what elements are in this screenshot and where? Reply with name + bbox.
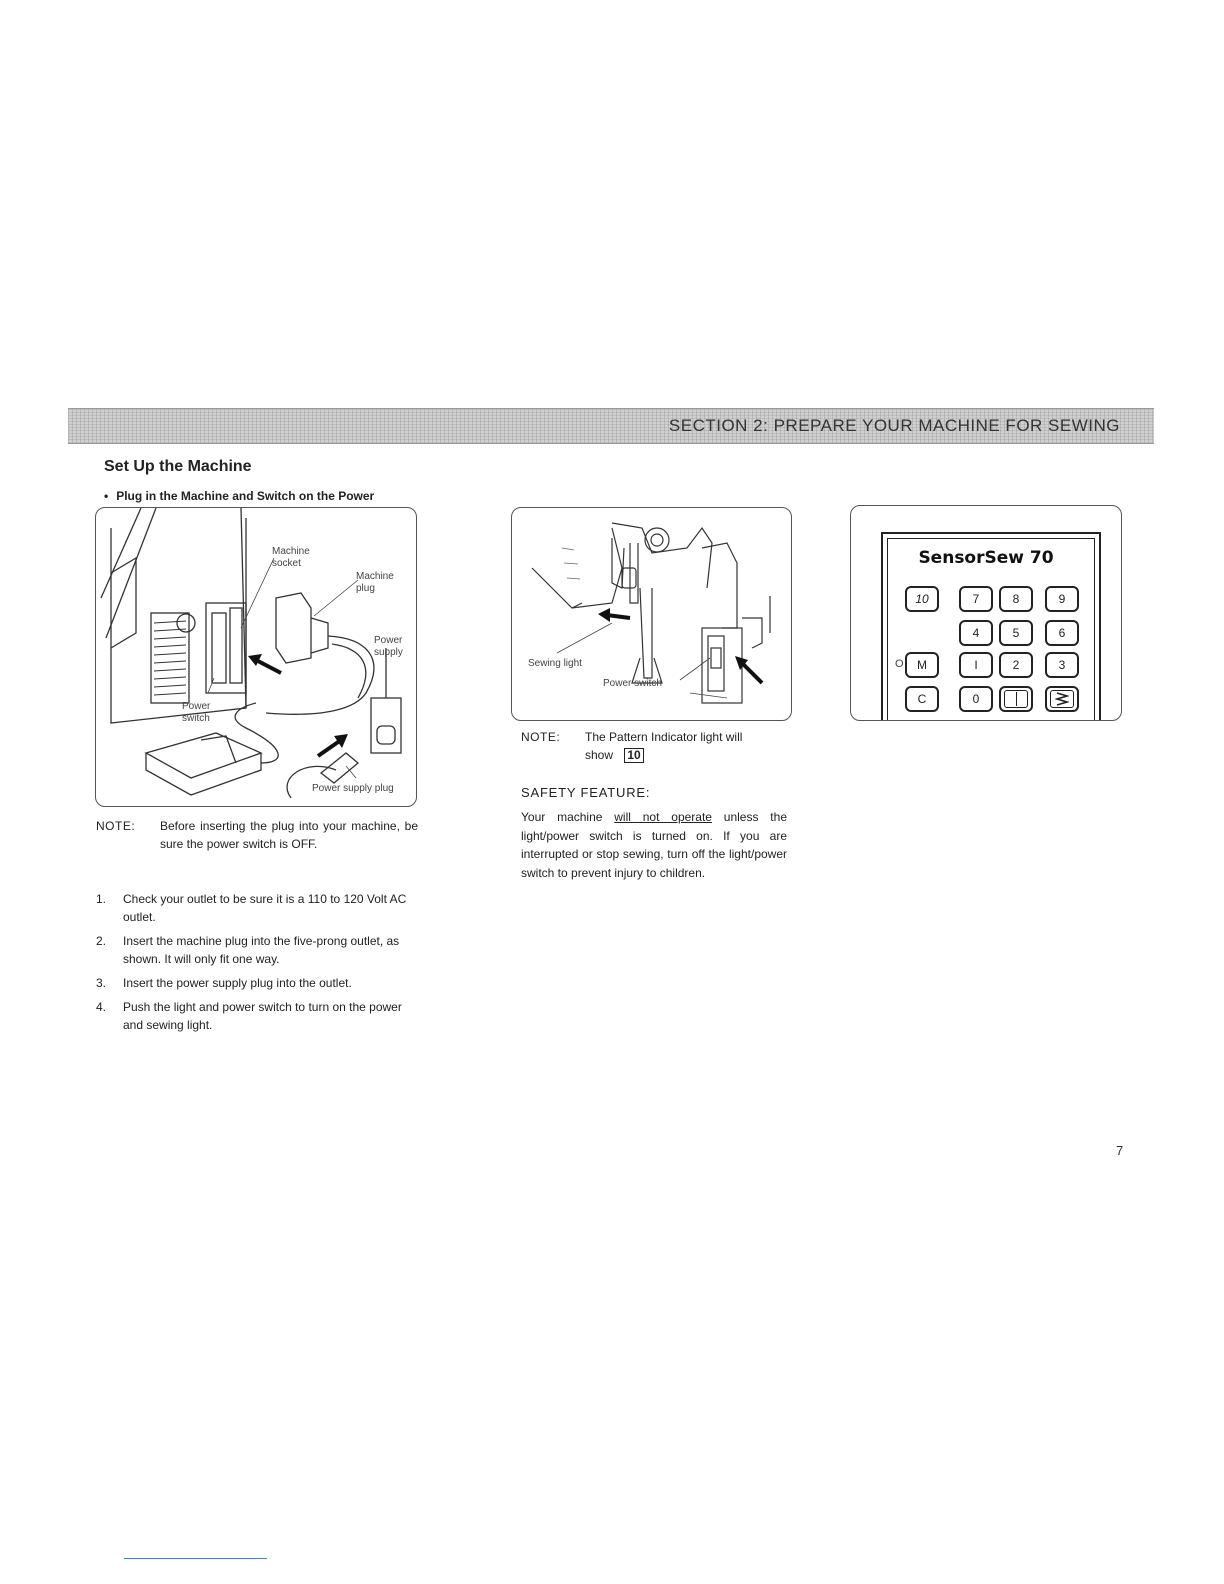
stitch-key[interactable] <box>1045 686 1079 712</box>
keypad-brand: SensorSew 70 <box>918 548 1054 568</box>
step-text: Push the light and power switch to turn on the power and sewing light. <box>123 1000 402 1032</box>
note-text-line2: show <box>585 748 614 762</box>
label-machine-socket: Machine socket <box>272 546 310 569</box>
key-9[interactable]: 9 <box>1045 586 1079 612</box>
step-text: Insert the power supply plug into the outlet. <box>123 976 352 990</box>
list-item <box>96 998 418 1034</box>
list-item <box>96 932 418 968</box>
led-indicator-icon: O <box>895 658 904 670</box>
key-2[interactable]: 2 <box>999 652 1033 678</box>
safety-title: SAFETY FEATURE: <box>521 785 651 800</box>
key-0[interactable]: 0 <box>959 686 993 712</box>
subheading <box>104 489 374 503</box>
label-machine-plug: Machine plug <box>356 571 394 594</box>
page-title: Set Up the Machine <box>104 458 252 475</box>
label-power-switch-2: Power switch <box>603 678 662 689</box>
step-number: 3. <box>96 976 107 990</box>
mirror-line-icon <box>1016 692 1017 706</box>
step-text: Check your outlet to be sure it is a 110 to 120 Volt AC outlet. <box>123 892 407 924</box>
note-indicator <box>521 728 789 768</box>
footer-rule <box>124 1558 267 1559</box>
list-item <box>96 890 418 926</box>
note-plug <box>96 817 418 873</box>
pattern-indicator-icon: 10 <box>624 748 643 763</box>
key-3[interactable]: 3 <box>1045 652 1079 678</box>
steps-list <box>96 890 418 1040</box>
key-c[interactable]: C <box>905 686 939 712</box>
note-text <box>585 728 789 764</box>
safety-text <box>521 808 787 882</box>
figure-machine-plug <box>95 507 417 807</box>
list-item <box>96 974 418 992</box>
section-banner <box>68 408 1154 444</box>
subheading-text: Plug in the Machine and Switch on the Power <box>116 489 375 503</box>
bullet-icon: • <box>104 489 109 503</box>
key-5[interactable]: 5 <box>999 620 1033 646</box>
label-power-switch: Power switch <box>182 701 211 724</box>
pattern-display: 10 <box>905 586 939 612</box>
safety-text-pre: Your machine <box>521 810 615 824</box>
note-label: NOTE: <box>521 730 561 744</box>
label-sewing-light: Sewing light <box>528 658 582 669</box>
key-7[interactable]: 7 <box>959 586 993 612</box>
key-1[interactable]: I <box>959 652 993 678</box>
section-title: SECTION 2: PREPARE YOUR MACHINE FOR SEWING <box>668 416 1120 435</box>
label-power-supply-plug: Power supply plug <box>312 783 394 794</box>
safety-text-emphasis: will not operate <box>614 810 712 824</box>
zigzag-icon <box>1055 692 1069 706</box>
page-number: 7 <box>1116 1143 1124 1158</box>
note-label: NOTE: <box>96 819 136 833</box>
step-number: 2. <box>96 934 107 948</box>
note-text: Before inserting the plug into your machine, be sure the power switch is OFF. <box>160 819 418 851</box>
note-text-line1: The Pattern Indicator light will <box>585 730 743 744</box>
mirror-key[interactable] <box>999 686 1033 712</box>
key-4[interactable]: 4 <box>959 620 993 646</box>
machine-plug-illustration <box>96 508 416 806</box>
key-8[interactable]: 8 <box>999 586 1033 612</box>
step-number: 4. <box>96 1000 107 1014</box>
step-text: Insert the machine plug into the five-prong outlet, as shown. It will only fit one way. <box>123 934 400 966</box>
figure-power-switch <box>511 507 792 721</box>
safety-text-post: unless the light/power switch is turned on. If you are interrupted or stop sewing, turn off the light/power switch to prevent injury to children. <box>521 810 787 880</box>
label-power-supply: Power supply <box>374 635 403 658</box>
key-m[interactable]: M <box>905 652 939 678</box>
step-number: 1. <box>96 892 107 906</box>
figure-keypad <box>850 505 1122 721</box>
key-6[interactable]: 6 <box>1045 620 1079 646</box>
